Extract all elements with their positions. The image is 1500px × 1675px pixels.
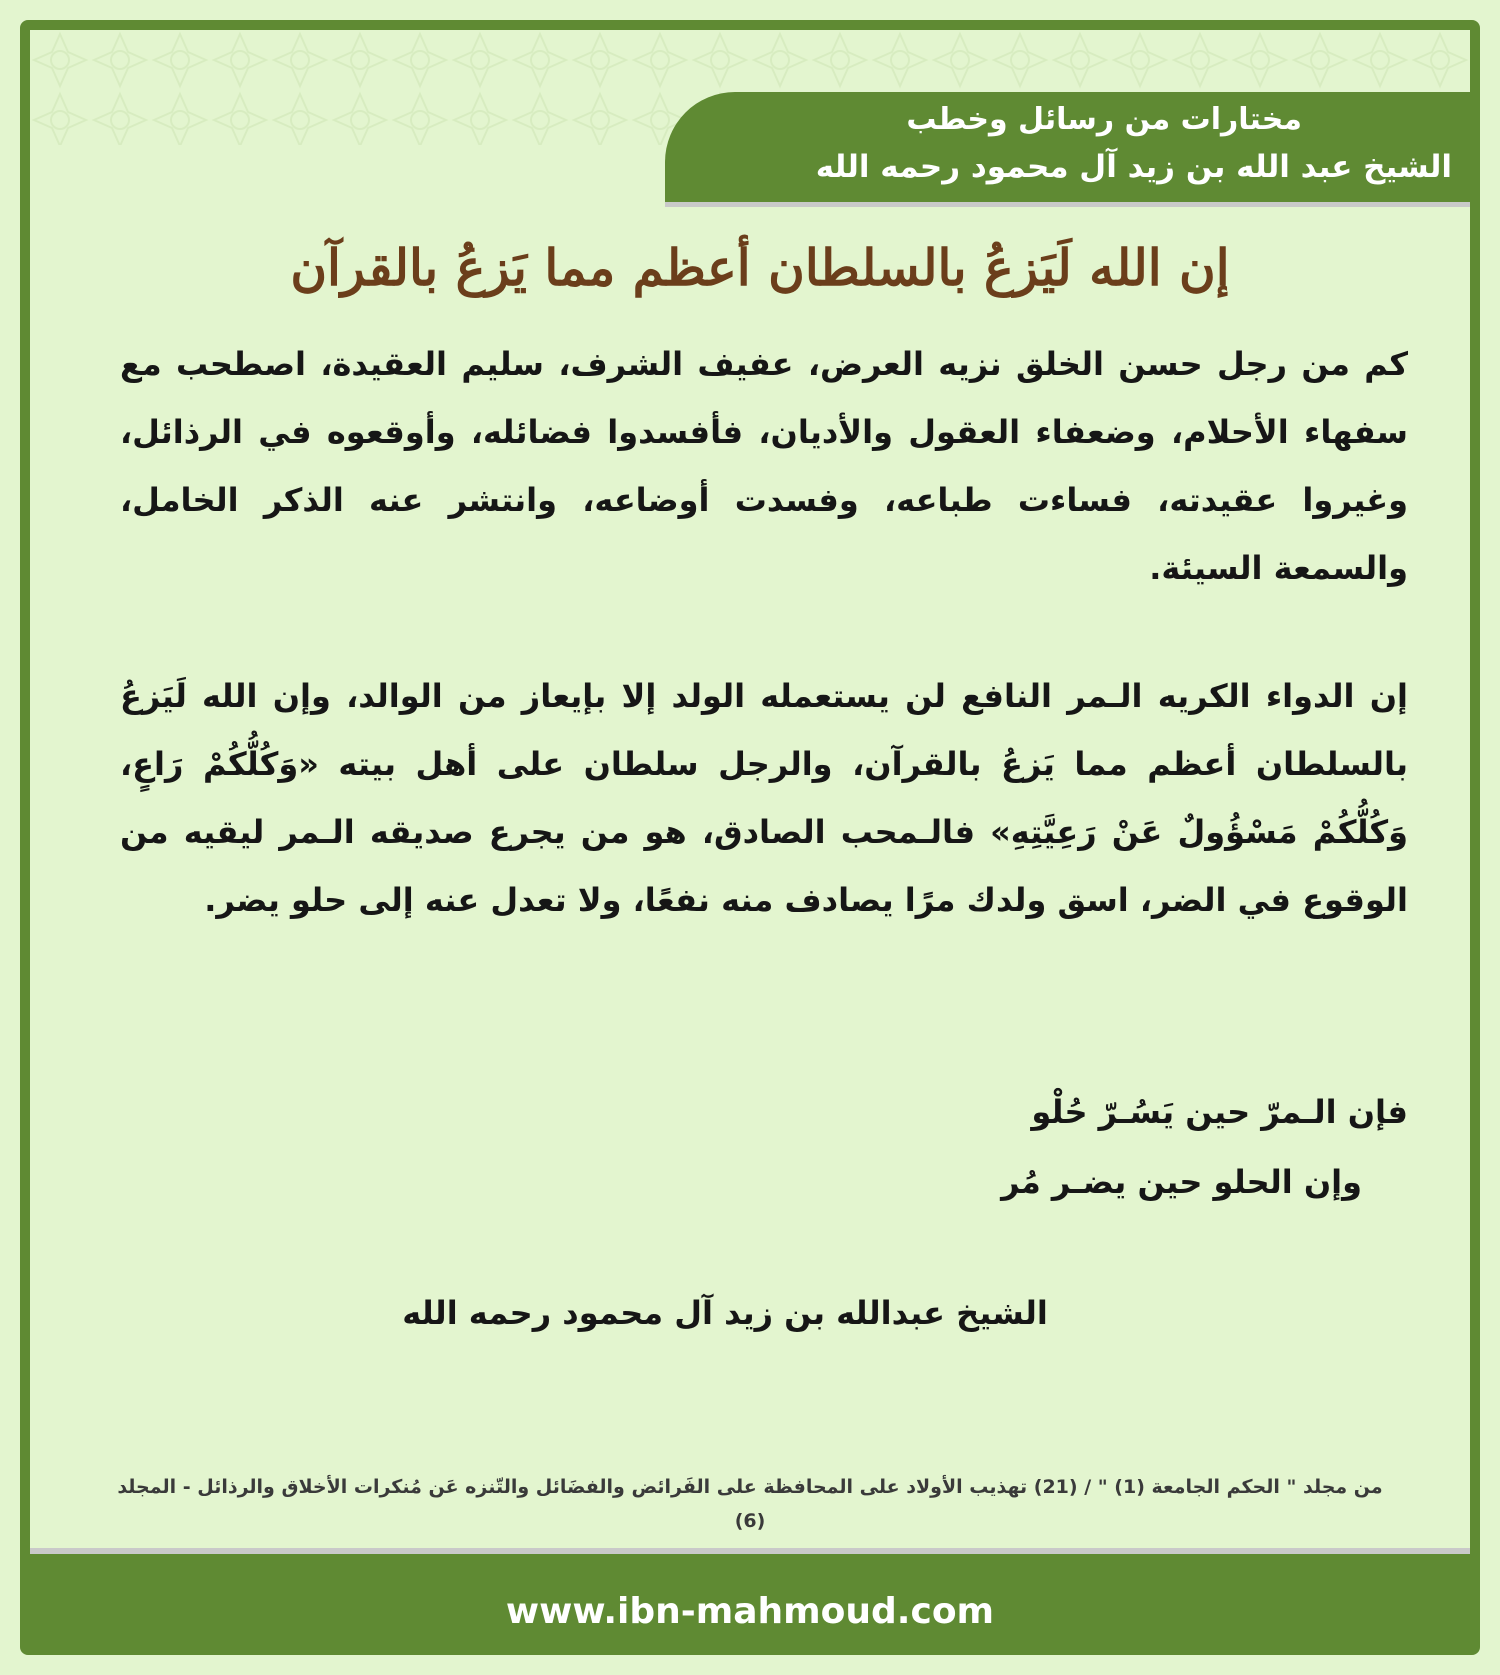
header-band xyxy=(665,92,1470,202)
paragraph-2: إن الدواء الكريه الـمر النافع لن يستعمله الولد إلا بإيعاز من الوالد، وإن الله لَيَزعُ بالسلطان أعظم مما يَزعُ بالقرآن، والرجل سلطان على أهل بيته «وَكُلُّكُمْ رَاعٍ، وَكُلُّكُمْ مَسْؤُولٌ عَنْ رَعِيَّتِهِ» فالـمحب الصادق، هو من يجرع صديقه الـمر ليقيه من الوقوع في الضر، اسق ولدك مرًا يصادف منه نفعًا، ولا تعدل عنه إلى حلو يضر. xyxy=(120,677,1408,919)
author-signature: الشيخ عبدالله بن زيد آل محمود رحمه الله xyxy=(402,1294,1048,1332)
paragraph-1: كم من رجل حسن الخلق نزيه العرض، عفيف الشرف، سليم العقيدة، اصطحب مع سفهاء الأحلام، وضعفاء العقول والأديان، فأفسدوا فضائله، وأوقعوه في الرذائل، وغيروا عقيدته، فساءت طباعه، وفسدت أوضاعه، وانتشر عنه الذكر الخامل، والسمعة السيئة. xyxy=(120,345,1408,587)
page-frame xyxy=(20,20,1480,1655)
header-subtitle: مختارات من رسائل وخطب xyxy=(906,102,1302,137)
poem-verse xyxy=(1001,1077,1408,1217)
website-link[interactable]: www.ibn-mahmoud.com xyxy=(505,1591,995,1632)
verse-line-2: وإن الحلو حين يضـر مُر xyxy=(1001,1163,1362,1201)
source-citation: من مجلد " الحكم الجامعة (1) " / (21) تهذيب الأولاد على المحافظة على الفَرائض والفضَائل والتّنزه عَن مُنكرات الأخلاق والرذائل - المجلد (6) xyxy=(117,1476,1383,1532)
header-author: الشيخ عبد الله بن زيد آل محمود رحمه الله xyxy=(815,149,1452,185)
article-body xyxy=(120,330,1408,994)
page-title: إن الله لَيَزعُ بالسلطان أعظم مما يَزعُ بالقرآن xyxy=(290,238,1230,297)
verse-line-1: فإن الـمرّ حين يَسُـرّ حُلْو xyxy=(1031,1093,1408,1131)
footer-bar xyxy=(30,1554,1470,1645)
